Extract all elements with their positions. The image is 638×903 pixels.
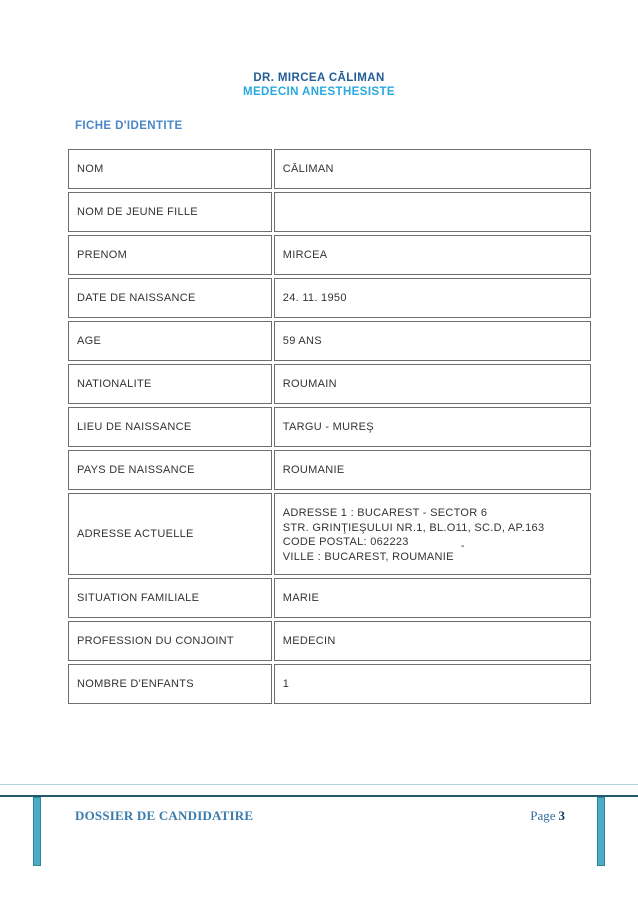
footer-divider-thin	[0, 784, 638, 785]
cell-value-address	[274, 493, 591, 575]
table-row	[68, 664, 591, 704]
footer	[75, 808, 565, 824]
identity-table	[66, 146, 593, 707]
table-row	[68, 278, 591, 318]
cell-label: SITUATION FAMILIALE	[68, 578, 272, 618]
document-header	[0, 0, 638, 99]
cell-label: NOMBRE D'ENFANTS	[68, 664, 272, 704]
section-title: FICHE D'IDENTITE	[75, 120, 183, 132]
table-row	[68, 493, 591, 575]
table-row	[68, 321, 591, 361]
cell-label: ADRESSE ACTUELLE	[68, 493, 272, 575]
doctor-title: MEDECIN ANESTHESISTE	[243, 86, 395, 98]
cell-value: 59 ANS	[274, 321, 591, 361]
postal-code-text: CODE POSTAL: 062223	[282, 536, 409, 548]
table-row	[68, 621, 591, 661]
table-row	[68, 407, 591, 447]
cell-value	[274, 192, 591, 232]
page-label: Page	[530, 808, 556, 823]
footer-title: DOSSIER DE CANDIDATIRE	[75, 808, 254, 823]
footer-divider-dark	[0, 795, 638, 797]
table-row	[68, 192, 591, 232]
address-line-4: VILLE : BUCAREST, ROUMANIE	[282, 550, 454, 563]
table-row	[68, 235, 591, 275]
table-row	[68, 450, 591, 490]
cell-label: DATE DE NAISSANCE	[68, 278, 272, 318]
cell-value: 1	[274, 664, 591, 704]
page-number: 3	[558, 808, 565, 823]
cell-label: PRENOM	[68, 235, 272, 275]
cell-value: ROUMAIN	[274, 364, 591, 404]
table-row	[68, 364, 591, 404]
cell-label: AGE	[68, 321, 272, 361]
stray-dash: -	[460, 540, 465, 552]
address-line-1: ADRESSE 1 : BUCAREST - SECTOR 6	[282, 507, 488, 519]
cell-label: NOM DE JEUNE FILLE	[68, 192, 272, 232]
doctor-name: DR. MIRCEA CĀLIMAN	[253, 72, 385, 84]
cell-value: CĀLIMAN	[274, 149, 591, 189]
cell-value: ROUMANIE	[274, 450, 591, 490]
cell-value: TARGU - MUREŞ	[274, 407, 591, 447]
cell-label: LIEU DE NAISSANCE	[68, 407, 272, 447]
table-row	[68, 578, 591, 618]
footer-bar-right	[597, 797, 605, 866]
cell-value: MEDECIN	[274, 621, 591, 661]
cell-value: MIRCEA	[274, 235, 591, 275]
footer-bar-left	[33, 797, 41, 866]
cell-label: PAYS DE NAISSANCE	[68, 450, 272, 490]
cell-value: 24. 11. 1950	[274, 278, 591, 318]
address-line-2: STR. GRINŢIEŞULUI NR.1, BL.O11, SC.D, AP.163	[282, 521, 545, 534]
cell-label: NATIONALITE	[68, 364, 272, 404]
page-indicator	[530, 808, 565, 824]
cell-value: MARIE	[274, 578, 591, 618]
table-row	[68, 149, 591, 189]
cell-label: NOM	[68, 149, 272, 189]
cell-label: PROFESSION DU CONJOINT	[68, 621, 272, 661]
address-line-3	[283, 535, 582, 550]
